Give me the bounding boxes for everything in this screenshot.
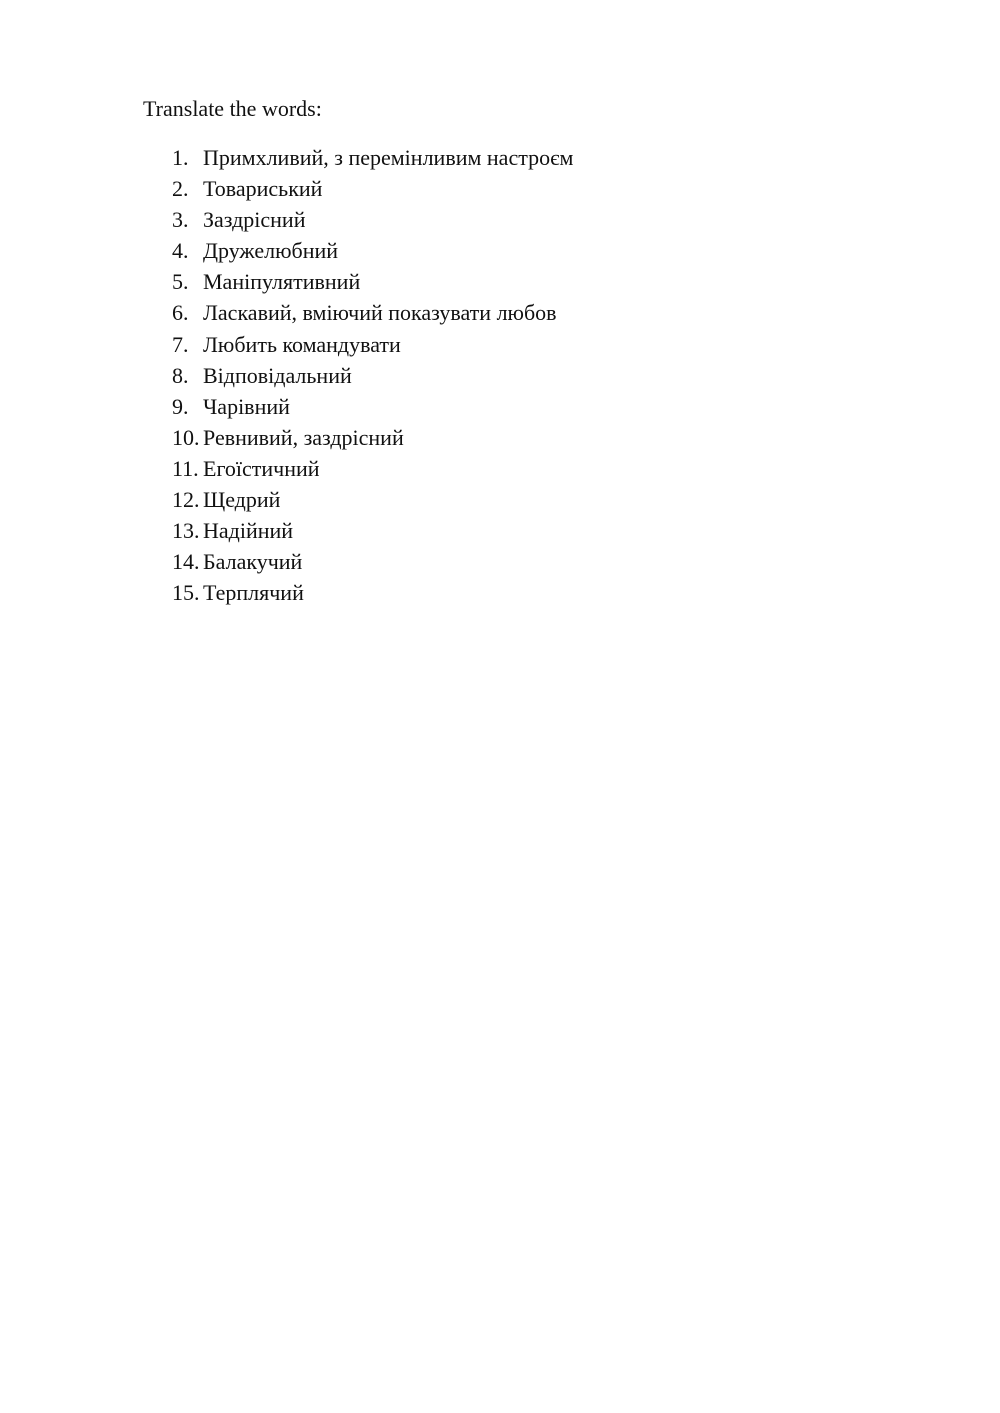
list-item [172,360,573,391]
item-text: Примхливий, з перемінливим настроєм [203,145,574,170]
item-text: Маніпулятивний [203,269,361,295]
item-text: Терплячий [203,580,304,606]
item-number: 1. [172,145,189,170]
item-number: 6. [172,300,189,326]
item-number: 3. [172,207,189,233]
list-item [172,142,573,173]
list-item [172,577,573,608]
item-number: 7. [172,331,189,357]
item-text: Надійний [203,518,294,544]
list-item [172,204,573,235]
item-text: Відповідальний [203,362,352,388]
item-number: 5. [172,269,189,295]
list-item [172,329,573,360]
item-text: Егоїстичний [203,455,320,481]
list-item [172,266,573,297]
instruction-heading: Translate the words: [143,96,322,121]
item-text: Ревнивий, заздрісний [203,424,404,450]
item-number: 14. [172,549,200,575]
item-text: Заздрісний [203,207,306,233]
list-item [172,546,573,577]
list-item [172,297,573,328]
item-text: Дружелюбний [203,238,339,264]
item-number: 2. [172,176,189,202]
item-number: 12. [172,487,200,513]
item-text: Чарівний [203,393,290,419]
item-number: 8. [172,362,189,388]
list-item [172,484,573,515]
item-number: 4. [172,238,189,264]
item-number: 10. [172,424,200,450]
list-item [172,391,573,422]
item-text: Ласкавий, вміючий показувати любов [203,300,557,326]
item-text: Щедрий [203,487,281,513]
item-text: Любить командувати [203,331,401,357]
item-number: 15. [172,580,200,606]
list-item [172,173,573,204]
item-number: 9. [172,393,189,419]
list-item [172,422,573,453]
word-list [172,142,573,608]
item-text: Балакучий [203,549,303,575]
list-item [172,235,573,266]
list-item [172,453,573,484]
item-number: 13. [172,518,200,544]
list-item [172,515,573,546]
item-text: Товариський [203,176,323,202]
item-number: 11. [172,455,199,481]
